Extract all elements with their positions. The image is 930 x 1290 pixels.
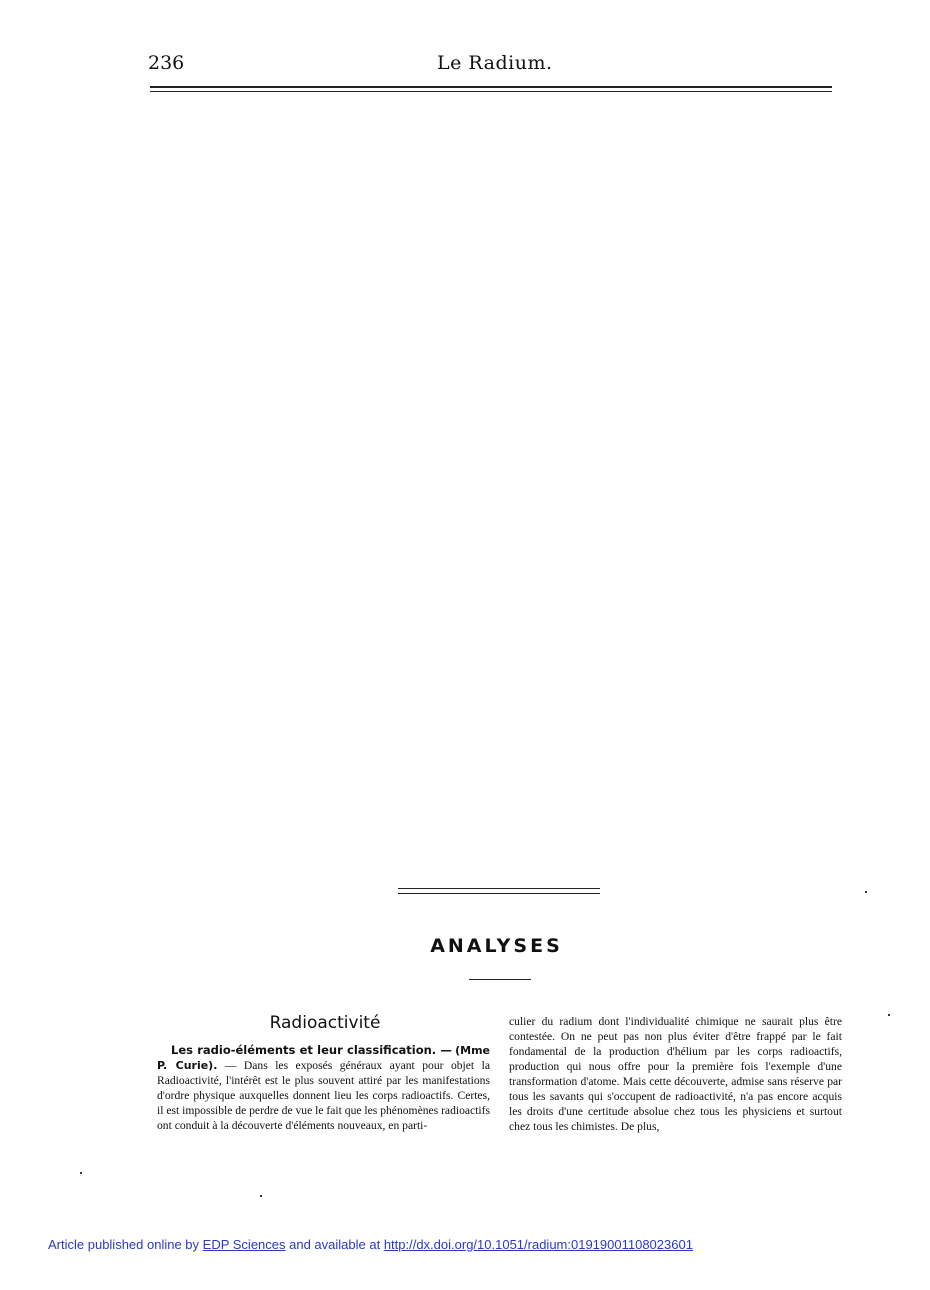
page-number: 236 [148,52,185,74]
article-column-left [157,1043,490,1133]
article-column-right [509,1014,842,1134]
scan-speck [80,1172,82,1174]
journal-title: Le Radium. [437,52,553,74]
scan-speck [260,1195,262,1197]
header-divider [150,86,832,94]
section-title: ANALYSES [430,935,563,957]
scan-speck [865,891,867,893]
article-author: (Mme P. Curie). [157,1044,490,1072]
publication-footer [48,1237,693,1252]
footer-prefix: Article published online by [48,1237,203,1252]
footer-middle: and available at [285,1237,384,1252]
article-title: Les radio-éléments et leur classification. — [171,1043,452,1057]
section-divider [398,888,600,896]
subsection-title: Radioactivité [269,1013,381,1033]
article-text-left: — Dans les exposés généraux ayant pour objet la Radioactivité, l'intérêt est le plus souvent attiré par les manifestations d'ordre physique auxquelles donnent lieu les corps radioactifs. Certes, il est impossible de perdre de vue le fait que les phénomènes radioactifs ont conduit à la découverte d'éléments nouveaux, en parti- [157,1059,490,1132]
article-text-right: culier du radium dont l'individualité chimique ne saurait plus être contestée. On ne peut pas non plus éviter d'être frappé par le fait fondamental de la production d'hélium par les corps radioactifs, production qui nous offre pour la première fois l'exemple d'une transformation d'atome. Mais cette découverte, admise sans réserve par tous les savants qui s'occupent de radioactivité, n'a pas encore acquis les droits d'une certitude absolue chez tous les physiciens et surtout chez tous les chimistes. De plus, [509,1015,842,1133]
doi-link[interactable]: http://dx.doi.org/10.1051/radium:01919001108023601 [383,1237,693,1252]
title-underline [469,979,531,980]
publisher-link[interactable]: EDP Sciences [202,1237,286,1252]
scan-speck [888,1014,890,1016]
